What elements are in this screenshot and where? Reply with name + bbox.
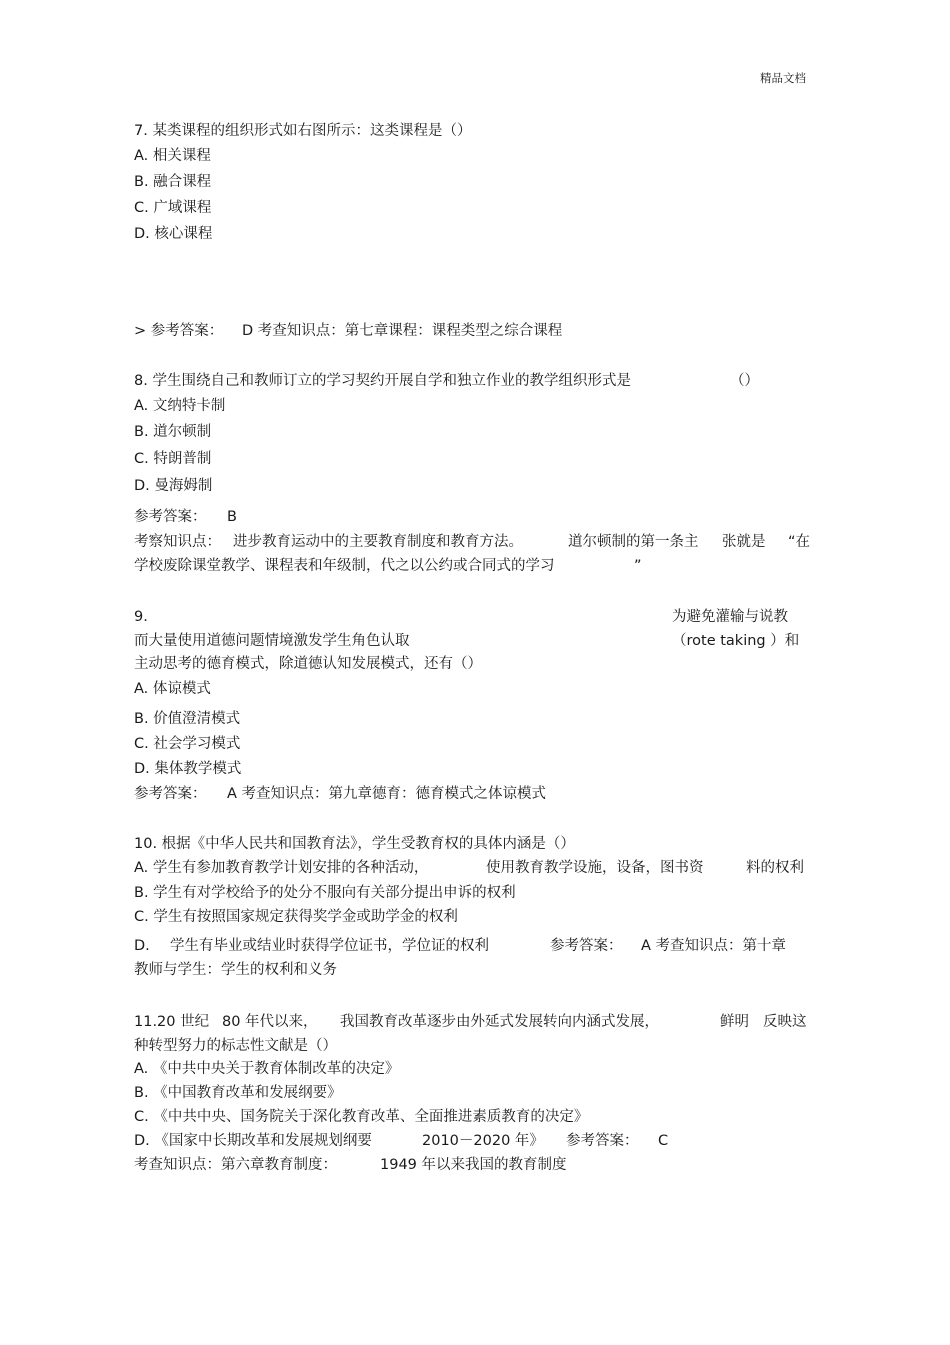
answer-label: 参考答案： [566,1133,639,1149]
answer-value: B [227,509,237,525]
question-9-number: 9. [134,609,148,625]
question-11-stem-line-2: 种转型努力的标志性文献是（） [134,1038,337,1054]
question-7-option-c: C. 广域课程 [134,200,212,216]
question-10-option-d [134,936,814,956]
question-9-option-b: B. 价值澄清模式 [134,711,241,727]
question-11-stem: 11.20 世纪 [134,1014,210,1030]
question-8-knowledge-line-1 [134,532,814,552]
question-9-option-d: D. 集体教学模式 [134,761,242,777]
page-header-label: 精品文档 [760,71,806,85]
knowledge-text: ” [634,558,642,574]
option-text: D. [134,938,150,954]
question-10-option-a [134,858,814,878]
question-9-stem-line-2 [134,631,814,651]
knowledge-text: 进步教育运动中的主要教育制度和教育方法。 [233,534,523,550]
question-8-option-d: D. 曼海姆制 [134,478,213,494]
question-7-answer [134,321,814,341]
answer-label: > 参考答案： [134,323,224,339]
answer-label: 参考答案： [134,786,207,802]
knowledge-text: 道尔顿制的第一条主 [568,534,699,550]
question-8-answer [134,507,334,527]
question-10-knowledge: 教师与学生：学生的权利和义务 [134,962,337,978]
option-text: D. 《国家中长期改革和发展规划纲要 [134,1133,372,1149]
answer-label: 参考答案： [134,509,207,525]
question-11-option-c: C. 《中共中央、国务院关于深化教育改革、全面推进素质教育的决定》 [134,1109,589,1125]
knowledge-label: 考察知识点： [134,534,221,550]
question-11-knowledge [134,1155,814,1175]
question-8-stem: 8. 学生围绕自己和教师订立的学习契约开展自学和独立作业的教学组织形式是 [134,373,631,389]
question-7-option-b: B. 融合课程 [134,174,212,190]
question-8-option-b: B. 道尔顿制 [134,424,212,440]
knowledge-label: 考查知识点：第六章教育制度： [134,1157,337,1173]
knowledge-text: 1949 年以来我国的教育制度 [380,1157,567,1173]
question-11-option-b: B. 《中国教育改革和发展纲要》 [134,1085,342,1101]
question-11-option-d [134,1131,814,1151]
question-9-answer [134,784,814,804]
question-10-option-b: B. 学生有对学校给予的处分不服向有关部分提出申诉的权利 [134,885,516,901]
question-8-stem-paren: （） [730,373,759,389]
question-7-stem: 7. 某类课程的组织形式如右图所示：这类课程是（） [134,123,472,139]
question-9-stem: 而大量使用道德问题情境激发学生角色认取 [134,633,410,649]
question-10-option-c: C. 学生有按照国家规定获得奖学金或助学金的权利 [134,909,458,925]
question-11-stem: 反映这 [763,1014,807,1030]
question-11-option-a: A. 《中共中央关于教育体制改革的决定》 [134,1061,400,1077]
question-8-stem-line [134,371,814,391]
answer-label: 参考答案： [550,938,623,954]
question-7-option-d: D. 核心课程 [134,226,213,242]
answer-value: D 考查知识点：第七章课程：课程类型之综合课程 [242,323,563,339]
question-9-option-a: A. 体谅模式 [134,681,211,697]
question-9-stem: 为避免灌输与说教 [672,609,788,625]
question-11-stem: 鲜明 [720,1014,749,1030]
question-9-stem: （rote taking ）和 [672,633,800,649]
knowledge-text: 学校废除课堂教学、课程表和年级制，代之以公约或合同式的学习 [134,558,555,574]
question-9-stem-line-3: 主动思考的德育模式，除道德认知发展模式，还有（） [134,656,482,672]
question-10-stem: 10. 根据《中华人民共和国教育法》，学生受教育权的具体内涵是（） [134,836,575,852]
question-11-stem: 80 年代以来， [222,1014,318,1030]
question-8-knowledge-line-2 [134,556,814,576]
question-11-stem-line-1 [134,1012,814,1032]
knowledge-text: 张就是 [722,534,766,550]
question-8-option-a: A. 文纳特卡制 [134,398,226,414]
option-text: 2010－2020 年》 [422,1133,544,1149]
question-7-option-a: A. 相关课程 [134,148,211,164]
knowledge-text: “在 [788,534,811,550]
option-text: 学生有毕业或结业时获得学位证书，学位证的权利 [170,938,489,954]
option-text: A. 学生有参加教育教学计划安排的各种活动， [134,860,429,876]
answer-value: C [658,1133,669,1149]
question-9-stem-line-1 [134,607,814,627]
answer-value: A 考查知识点：第十章 [641,938,787,954]
option-text: 使用教育教学设施，设备，图书资 [486,860,704,876]
question-9-option-c: C. 社会学习模式 [134,736,241,752]
question-8-option-c: C. 特朗普制 [134,451,212,467]
option-text: 料的权利 [746,860,804,876]
answer-value: A 考查知识点：第九章德育：德育模式之体谅模式 [227,786,547,802]
question-11-stem: 我国教育改革逐步由外延式发展转向内涵式发展， [340,1014,659,1030]
